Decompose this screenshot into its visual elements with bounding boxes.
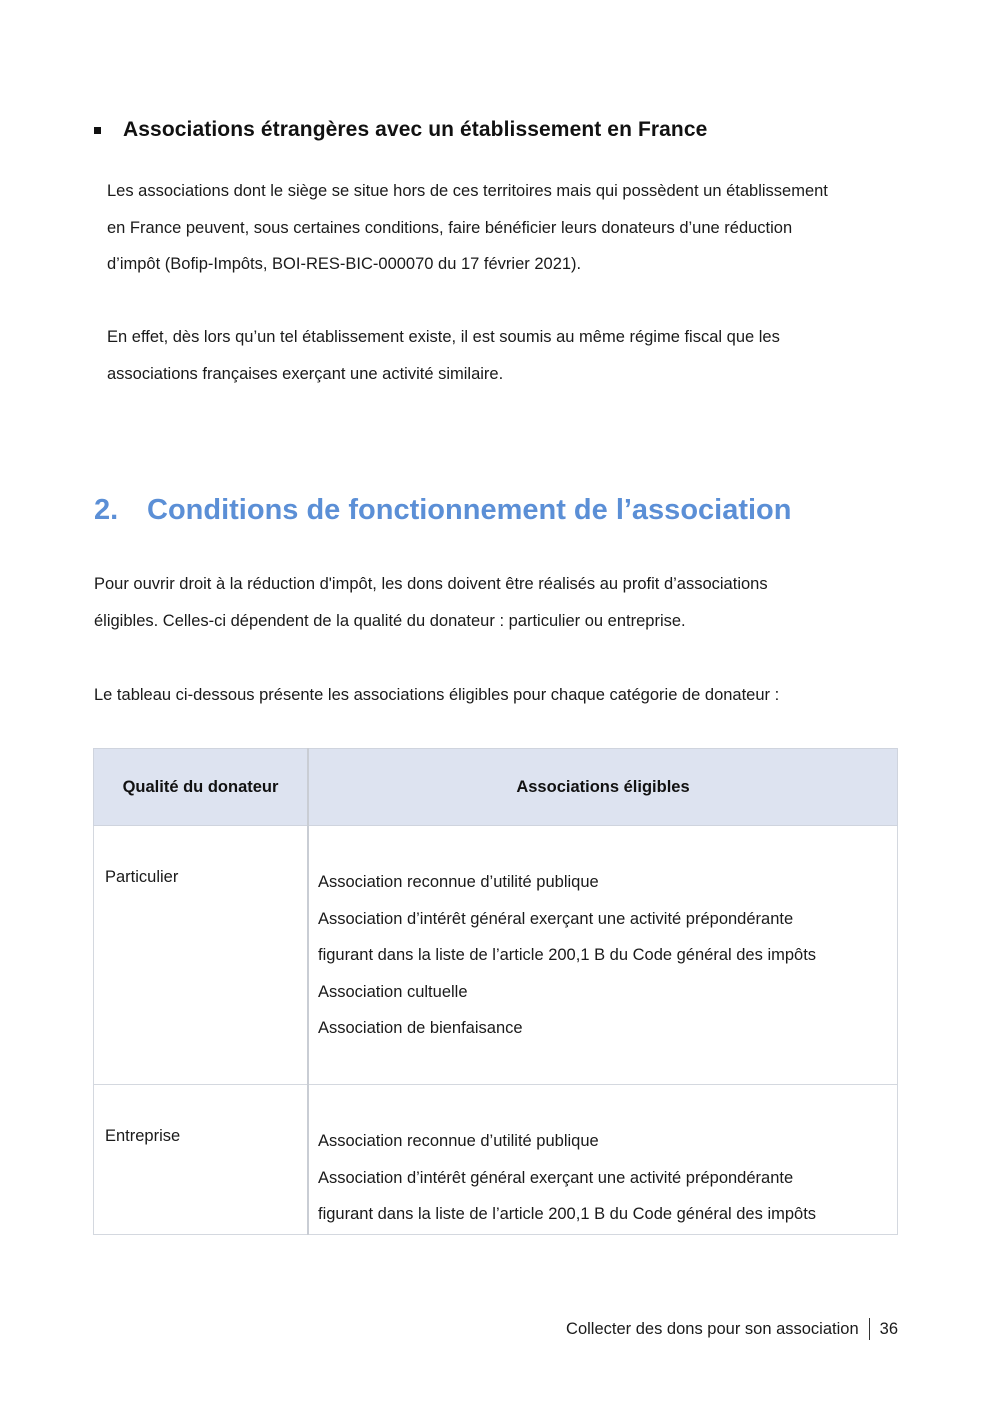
donor-label: Particulier bbox=[105, 868, 179, 886]
associations-cell bbox=[308, 1085, 898, 1235]
associations-cell bbox=[308, 826, 898, 1085]
donor-label: Entreprise bbox=[105, 1127, 181, 1145]
text-line: d’impôt (Bofip-Impôts, BOI-RES-BIC-000070 du 17 février 2021). bbox=[107, 255, 582, 274]
association-line: figurant dans la liste de l’article 200,1 B du Code général des impôts bbox=[318, 1205, 817, 1224]
page-footer bbox=[566, 1318, 898, 1340]
square-bullet-icon bbox=[94, 127, 101, 134]
eligibility-table bbox=[93, 748, 898, 1235]
paragraph-conditions bbox=[94, 566, 894, 639]
section-number: 2. bbox=[94, 494, 119, 526]
text-line: éligibles. Celles-ci dépendent de la qualité du donateur : particulier ou entreprise. bbox=[94, 611, 686, 630]
text-line: Le tableau ci-dessous présente les associations éligibles pour chaque catégorie de donateur : bbox=[94, 686, 780, 704]
table-row bbox=[94, 826, 898, 1085]
column-header-associations: Associations éligibles bbox=[308, 749, 898, 826]
association-line: Association reconnue d’utilité publique bbox=[318, 873, 599, 891]
footer-title: Collecter des dons pour son association bbox=[566, 1319, 859, 1338]
paragraph-fiscal-regime bbox=[107, 319, 907, 392]
paragraph-foreign-associations bbox=[107, 173, 907, 283]
donor-cell bbox=[94, 1085, 309, 1235]
donor-cell bbox=[94, 826, 309, 1085]
associations-list bbox=[310, 827, 896, 1047]
section-title: Conditions de fonctionnement de l’association bbox=[147, 494, 792, 526]
column-header-donor: Qualité du donateur bbox=[94, 749, 309, 826]
text-line: Les associations dont le siège se situe hors de ces territoires mais qui possèdent un établissement bbox=[107, 182, 828, 200]
table-header-row bbox=[94, 749, 898, 826]
footer-divider bbox=[869, 1318, 870, 1340]
association-line: figurant dans la liste de l’article 200,1 B du Code général des impôts bbox=[318, 946, 817, 965]
page-number: 36 bbox=[879, 1319, 898, 1338]
subsection-heading bbox=[94, 118, 707, 142]
table-row bbox=[94, 1085, 898, 1235]
subsection-title: Associations étrangères avec un établissement en France bbox=[123, 118, 708, 141]
associations-list bbox=[310, 1086, 896, 1233]
association-line: Association reconnue d’utilité publique bbox=[318, 1132, 599, 1150]
paragraph-table-intro bbox=[94, 677, 894, 714]
association-line: Association cultuelle bbox=[318, 982, 468, 1001]
text-line: en France peuvent, sous certaines conditions, faire bénéficier leurs donateurs d’une réduction bbox=[107, 218, 793, 237]
association-line: Association de bienfaisance bbox=[318, 1019, 523, 1038]
section-heading bbox=[94, 494, 792, 527]
association-line: Association d’intérêt général exerçant une activité prépondérante bbox=[318, 1168, 794, 1187]
association-line: Association d’intérêt général exerçant une activité prépondérante bbox=[318, 909, 794, 928]
text-line: Pour ouvrir droit à la réduction d'impôt, les dons doivent être réalisés au profit d’associations bbox=[94, 575, 768, 593]
text-line: associations françaises exerçant une activité similaire. bbox=[107, 364, 504, 383]
text-line: En effet, dès lors qu’un tel établissement existe, il est soumis au même régime fiscal que les bbox=[107, 328, 780, 346]
